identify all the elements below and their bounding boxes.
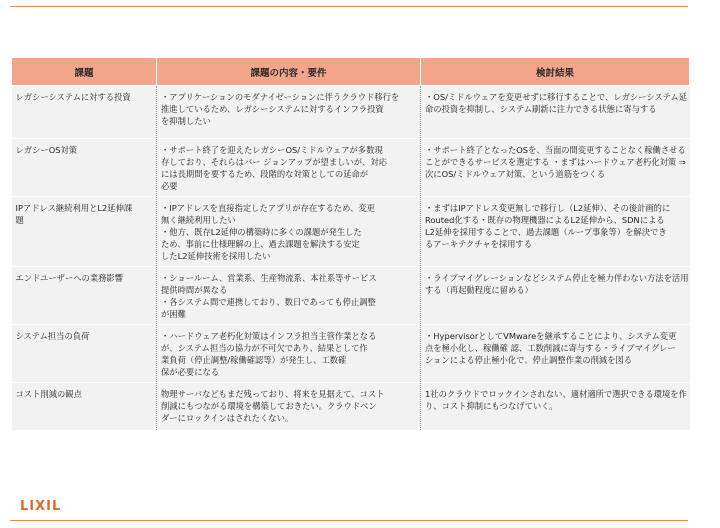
cell-text-line: 必要 xyxy=(161,181,178,191)
result-cell xyxy=(421,325,690,383)
cell-text-line: が、システム担当の協力が不可欠であり、結果として作 xyxy=(161,343,368,353)
cell-text-line: ことができるサービスを選定する ・まずはハードウェア老朽化対策 ⇒ xyxy=(425,157,686,167)
cell-text-line: 点を極小化し、稼働確 認、工数削減に寄与する・ライブマイグレー xyxy=(425,343,676,353)
table-row xyxy=(12,383,690,431)
cell-text-line: ダーにロックインはされたくない。 xyxy=(161,413,294,423)
issue-cell xyxy=(12,86,157,139)
cell-text-line: ・サポート終了を迎えたレガシーOS/ミドルウェアが多数現 xyxy=(161,145,383,155)
cell-text-line: L2延伸を採用することで、過去課題（ループ事象等）を解決でき xyxy=(425,227,667,237)
requirements-cell xyxy=(157,139,421,197)
cell-text-line: 提供時間が異なる xyxy=(161,285,228,295)
cell-text-line: 業負荷（停止調整/稼働確認等）が発生し、工数確 xyxy=(161,355,347,365)
issue-cell xyxy=(12,197,157,267)
table-row xyxy=(12,197,690,267)
table-row xyxy=(12,325,690,383)
cell-text-line: ・まずはIPアドレス変更無しで移行し（L2延伸）、その後計画的に xyxy=(425,203,671,213)
cell-text-line: が困難 xyxy=(161,309,186,319)
result-cell xyxy=(421,197,690,267)
cell-text-line: IPアドレス継続利用とL2延伸課 xyxy=(15,203,133,213)
cell-text-line: コスト削減の観点 xyxy=(15,389,82,399)
cell-text-line: エンドユーザーへの業務影響 xyxy=(15,273,124,283)
cell-text-line: ため、事前に仕様理解の上、過去課題を解決する安定 xyxy=(161,239,360,249)
table-header-row xyxy=(12,58,690,86)
header-result: 検討結果 xyxy=(421,58,690,86)
requirements-cell xyxy=(157,86,421,139)
cell-text-line: 推進しているため、レガシーシステムに対するインフラ投資 xyxy=(161,104,384,114)
table-row xyxy=(12,267,690,325)
result-cell xyxy=(421,267,690,325)
cell-text-line: ・サポート終了となったOSを、当面の間変更することなく稼働させる xyxy=(425,145,686,155)
requirements-cell xyxy=(157,267,421,325)
issue-cell xyxy=(12,325,157,383)
cell-text-line: ・IPアドレスを直接指定したアプリが存在するため、変更 xyxy=(161,203,375,213)
cell-text-line: ・ハードウェア老朽化対策はインフラ担当主管作業となる xyxy=(161,331,377,341)
top-divider xyxy=(10,6,688,7)
cell-text-line: ・OS/ミドルウェアを変更せずに移行することで、レガシーシステム延 xyxy=(425,92,688,102)
cell-text-line: 無く継続利用したい xyxy=(161,215,236,225)
table-row xyxy=(12,139,690,197)
cell-text-line: るアーキテクチャを採用する xyxy=(425,239,533,249)
cell-text-line: を抑制したい xyxy=(161,116,211,126)
requirements-cell xyxy=(157,325,421,383)
cell-text-line: ・ショールーム、営業系、生産物流系、本社系等サービス xyxy=(161,273,377,283)
cell-text-line: 命の投資を抑制し、システム刷新に注力できる状態に寄与する xyxy=(425,104,657,114)
result-cell xyxy=(421,139,690,197)
cell-text-line: システム担当の負荷 xyxy=(15,331,90,341)
header-requirements: 課題の内容・要件 xyxy=(157,58,421,86)
cell-text-line: 削減にもつながる環境を構築しておきたい。クラウドベン xyxy=(161,401,377,411)
cell-text-line: ・アプリケーションのモダナイゼーションに伴うクラウド移行を xyxy=(161,92,400,102)
requirements-cell xyxy=(157,197,421,267)
lixil-logo: LIXIL xyxy=(20,499,62,514)
cell-text-line: 存しており、それらはバー ジョンアップが望ましいが、対応 xyxy=(161,157,387,167)
bottom-divider xyxy=(10,520,688,521)
cell-text-line: ・ライブマイグレーションなどシステム停止を極力伴わない方法を活用 xyxy=(425,273,689,283)
header-issue: 課題 xyxy=(12,58,157,86)
issue-cell xyxy=(12,383,157,431)
issue-cell xyxy=(12,267,157,325)
cell-text-line: したL2延伸技術を採用したい xyxy=(161,251,271,261)
cell-text-line: には長期間を要するため、段階的な対策としての延命が xyxy=(161,169,369,179)
cell-text-line: ・各システム間で連携しており、数日であっても停止調整 xyxy=(161,297,376,307)
cell-text-line: ・HypervisorとしてVMwareを継承することにより、システム変更 xyxy=(425,331,677,341)
cell-text-line: レガシーOS対策 xyxy=(15,145,78,155)
cell-text-line: 保が必要になる xyxy=(161,367,220,377)
requirements-cell xyxy=(157,383,421,431)
result-cell xyxy=(421,86,690,139)
cell-text-line: レガシーシステムに対する投資 xyxy=(15,92,131,102)
cell-text-line: 次にOS/ミドルウェア対策、という道筋をつくる xyxy=(425,169,606,179)
cell-text-line: 題 xyxy=(15,215,24,225)
cell-text-line: する（再起動程度に留める） xyxy=(425,285,533,295)
cell-text-line: 1社のクラウドでロックインされない、適材適所で選択できる環境を作 xyxy=(425,389,687,399)
cell-text-line: ションによる停止極小化で、停止調整作業の削減を図る xyxy=(425,355,633,365)
table-row xyxy=(12,86,690,139)
issues-table xyxy=(11,57,690,431)
result-cell xyxy=(421,383,690,431)
cell-text-line: り、コスト抑制にもつなげていく。 xyxy=(425,401,558,411)
cell-text-line: ・他方、既存L2延伸の構築時に多くの課題が発生した xyxy=(161,227,362,237)
cell-text-line: Routed化する・既存の物理機器によるL2延伸から、SDNによる xyxy=(425,215,665,225)
issue-cell xyxy=(12,139,157,197)
cell-text-line: 物理サーバなどもまだ残っており、将来を見据えて、コスト xyxy=(161,389,385,399)
